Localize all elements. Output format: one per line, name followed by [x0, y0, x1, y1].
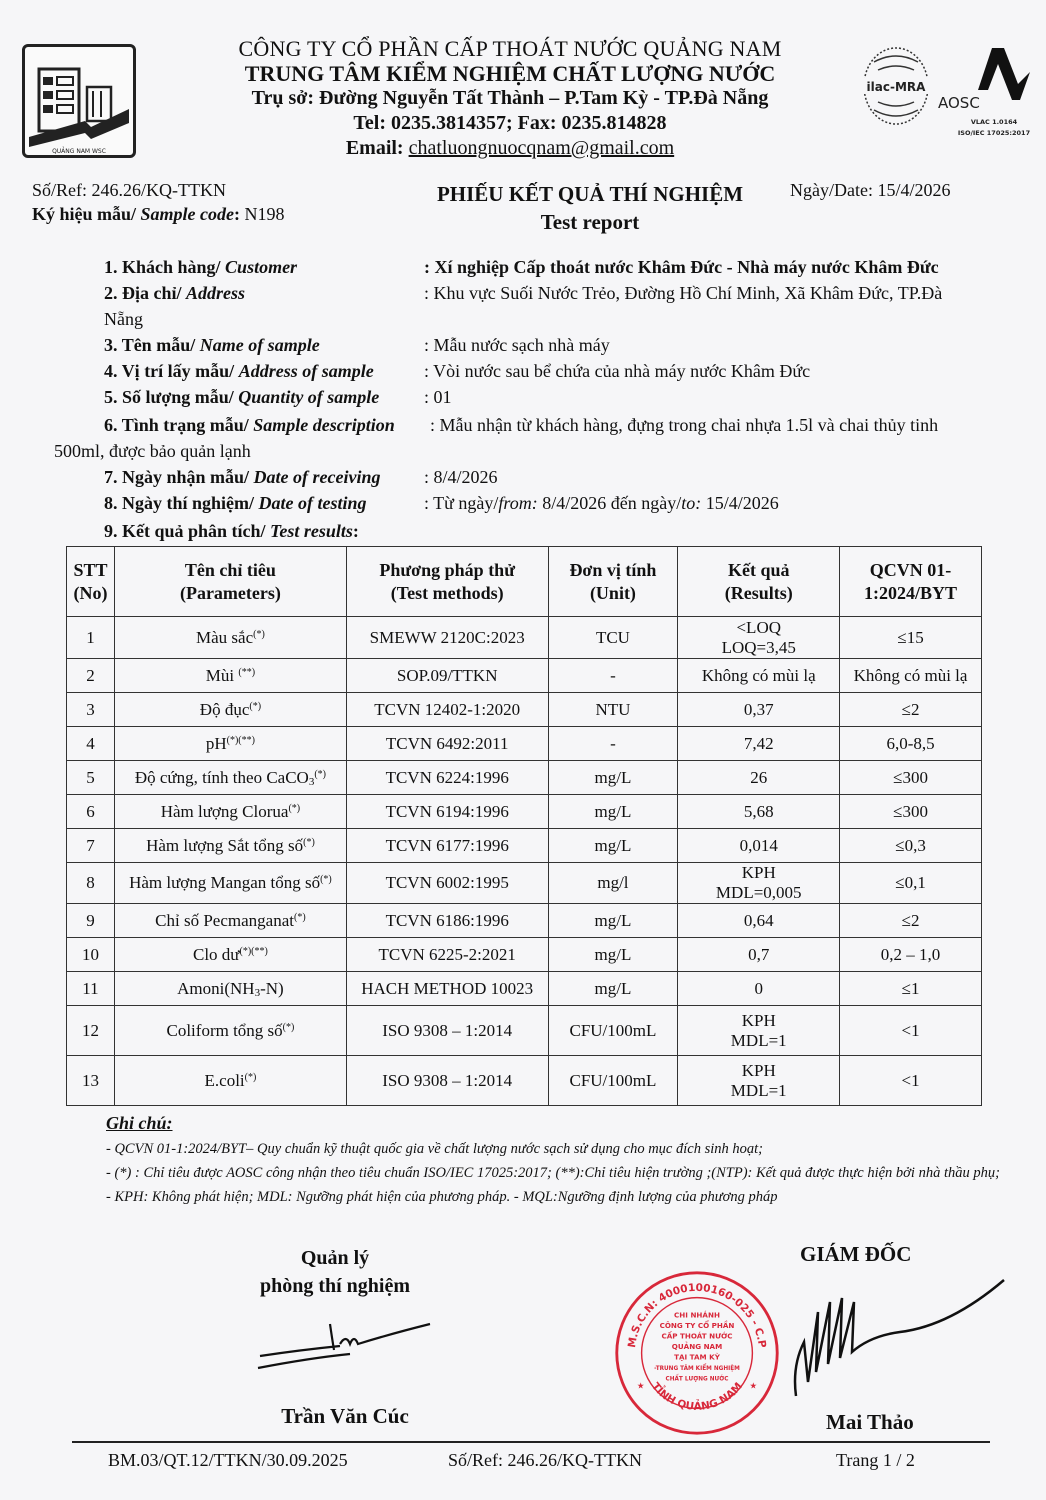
table-row — [67, 617, 982, 659]
ref-value: 246.26/KQ-TTKN — [91, 180, 226, 200]
test-method: TCVN 6194:1996 — [346, 795, 548, 829]
test-method: TCVN 6186:1996 — [346, 904, 548, 938]
lab-manager-name: Trần Văn Cúc — [281, 1404, 409, 1428]
column-header: QCVN 01- 1:2024/BYT — [840, 547, 982, 617]
note-line: - KPH: Không phát hiện; MDL: Ngưỡng phát hiện của phương pháp. - MQL:Ngưỡng định lượng của phương pháp — [106, 1189, 778, 1205]
svg-text:QUẢNG NAM: QUẢNG NAM — [671, 1342, 723, 1352]
test-method: ISO 9308 – 1:2014 — [346, 1056, 548, 1106]
table-row — [67, 904, 982, 938]
svg-text:CHẤT LƯỢNG NƯỚC: CHẤT LƯỢNG NƯỚC — [665, 1376, 729, 1383]
company-tel-fax: Tel: 0235.3814357; Fax: 0235.814828 — [353, 112, 667, 134]
logo-caption: QUẢNG NAM WSC — [52, 148, 106, 155]
sample-code-label-vi: Ký hiệu mẫu/ — [32, 204, 137, 224]
svg-text:ilac-MRA: ilac-MRA — [866, 80, 926, 94]
parameter-name: Độ cứng, tính theo CaCO$_3$(*) — [114, 761, 346, 795]
unit: - — [548, 727, 678, 761]
test-method: ISO 9308 – 1:2014 — [346, 1006, 548, 1056]
result: KPH MDL=1 — [678, 1006, 840, 1056]
row-number: 10 — [67, 938, 115, 972]
unit: mg/L — [548, 761, 678, 795]
unit: NTU — [548, 693, 678, 727]
lab-manager-title — [240, 1244, 430, 1300]
center-name: TRUNG TÂM KIỂM NGHIỆM CHẤT LƯỢNG NƯỚC — [244, 61, 776, 86]
row-number: 3 — [67, 693, 115, 727]
info-label: 3. Tên mẫu/ Name of sample — [104, 335, 320, 355]
company-email-line — [180, 136, 840, 161]
row-number: 5 — [67, 761, 115, 795]
director-title: GIÁM ĐỐC — [800, 1242, 912, 1266]
limit-value: <1 — [840, 1056, 982, 1106]
info-label: 5. Số lượng mẫu/ Quantity of sample — [104, 387, 380, 407]
test-method: TCVN 6492:2011 — [346, 727, 548, 761]
parameter-name: Độ đục(*) — [114, 693, 346, 727]
date-value: 15/4/2026 — [877, 180, 951, 200]
notes-title: Ghi chú: — [106, 1113, 173, 1133]
table-header-row — [67, 547, 982, 617]
info-value: : Khu vực Suối Nước Trẻo, Đường Hồ Chí Minh, Xã Khâm Đức, TP.Đà — [424, 283, 943, 303]
parameter-name: Clo dư(*)(**) — [114, 938, 346, 972]
table-row — [67, 693, 982, 727]
unit: mg/L — [548, 904, 678, 938]
result: 5,68 — [678, 795, 840, 829]
result: KPH MDL=0,005 — [678, 863, 840, 904]
parameter-name: Màu sắc(*) — [114, 617, 346, 659]
table-row — [67, 795, 982, 829]
table-row — [67, 1056, 982, 1106]
table-row — [67, 659, 982, 693]
test-method: TCVN 6002:1995 — [346, 863, 548, 904]
row-number: 11 — [67, 972, 115, 1006]
unit: mg/l — [548, 863, 678, 904]
footer-form-code: BM.03/QT.12/TTKN/30.09.2025 — [108, 1450, 348, 1470]
unit: CFU/100mL — [548, 1056, 678, 1106]
row-number: 1 — [67, 617, 115, 659]
reference-block — [32, 178, 285, 226]
info-label: 8. Ngày thí nghiệm/ Date of testing — [104, 493, 367, 513]
table-row — [67, 972, 982, 1006]
director-signature-icon — [790, 1272, 1010, 1402]
result: 0,64 — [678, 904, 840, 938]
svg-text:VLAC 1.0164: VLAC 1.0164 — [970, 118, 1018, 126]
parameter-name: $Amoni(NH_3-N)$ — [114, 972, 346, 1006]
info-label: 4. Vị trí lấy mẫu/ Address of sample — [104, 361, 374, 381]
unit: - — [548, 659, 678, 693]
unit: mg/L — [548, 829, 678, 863]
lab-manager-signature-icon — [250, 1310, 440, 1370]
parameter-name: Hàm lượng Clorua(*) — [114, 795, 346, 829]
row-number: 13 — [67, 1056, 115, 1106]
sample-code-value: N198 — [244, 204, 285, 224]
parameter-name: pH(*)(**) — [114, 727, 346, 761]
table-row — [67, 1006, 982, 1056]
ilac-mra-logo-icon — [862, 48, 930, 124]
info-value: : Mẫu nước sạch nhà máy — [424, 335, 610, 355]
table-row — [67, 863, 982, 904]
result: 26 — [678, 761, 840, 795]
sample-code-line: Ký hiệu mẫu/ Sample code: N198 — [32, 204, 285, 224]
unit: TCU — [548, 617, 678, 659]
company-logo — [22, 44, 136, 158]
report-title-en: Test report — [540, 210, 640, 234]
info-value: : Vòi nước sau bể chứa của nhà máy nước Khâm Đức — [424, 361, 811, 381]
parameter-name: Hàm lượng Mangan tổng số(*) — [114, 863, 346, 904]
svg-text:TỈNH QUẢNG NAM: TỈNH QUẢNG NAM — [649, 1380, 745, 1413]
footer-ref: Số/Ref: 246.26/KQ-TTKN — [448, 1450, 642, 1470]
ref-line — [32, 178, 285, 202]
company-stamp-icon — [612, 1268, 782, 1438]
limit-value: ≤0,1 — [840, 863, 982, 904]
row-number: 12 — [67, 1006, 115, 1056]
limit-value: ≤15 — [840, 617, 982, 659]
info-label: 9. Kết quả phân tích/ Test results: — [104, 521, 359, 541]
unit: mg/L — [548, 972, 678, 1006]
date-label: Ngày/Date: — [790, 180, 873, 200]
row-number: 2 — [67, 659, 115, 693]
report-date — [790, 180, 950, 201]
limit-value: ≤0,3 — [840, 829, 982, 863]
lab-manager-title-line2: phòng thí nghiệm — [259, 1275, 411, 1297]
test-method: TCVN 6225-2:2021 — [346, 938, 548, 972]
note-line: - (*) : Chỉ tiêu được AOSC công nhận theo tiêu chuẩn ISO/IEC 17025:2017; (**):Chỉ tiêu hiện trường ;(NTP): Kết quả được thực hiện bởi nhà thầu phụ; — [106, 1165, 1000, 1181]
info-label: 6. Tình trạng mẫu/ Sample description — [104, 415, 395, 435]
result: KPH MDL=1 — [678, 1056, 840, 1106]
unit: mg/L — [548, 795, 678, 829]
row-number: 6 — [67, 795, 115, 829]
info-value: : Từ ngày/from: 8/4/2026 đến ngày/to: 15/4/2026 — [424, 493, 779, 513]
result: <LOQ LOQ=3,45 — [678, 617, 840, 659]
info-value: : Xí nghiệp Cấp thoát nước Khâm Đức - Nhà máy nước Khâm Đức — [424, 257, 939, 277]
svg-text:★: ★ — [749, 1380, 758, 1391]
parameter-name: E.coli(*) — [114, 1056, 346, 1106]
info-value: : Mẫu nhận từ khách hàng, đựng trong chai nhựa 1.5l và chai thủy tinh — [430, 415, 939, 435]
row-number: 9 — [67, 904, 115, 938]
test-method: SOP.09/TTKN — [346, 659, 548, 693]
email-label: Email: — [345, 137, 404, 159]
limit-value: ≤300 — [840, 761, 982, 795]
test-method: TCVN 6177:1996 — [346, 829, 548, 863]
svg-text:CHI NHÁNH: CHI NHÁNH — [674, 1310, 720, 1320]
svg-text:CÔNG TY CỔ PHẦN: CÔNG TY CỔ PHẦN — [659, 1321, 735, 1331]
svg-text:ISO/IEC 17025:2017: ISO/IEC 17025:2017 — [957, 129, 1031, 137]
info-label: 1. Khách hàng/ Customer — [104, 257, 298, 277]
column-header: Phương pháp thử (Test methods) — [346, 547, 548, 617]
table-row — [67, 761, 982, 795]
svg-text:M.S.C.N: 4000100160-025 - C.P: M.S.C.N: 4000100160-025 - C.P — [626, 1281, 768, 1349]
limit-value: 0,2 – 1,0 — [840, 938, 982, 972]
parameter-name: Hàm lượng Sắt tổng số(*) — [114, 829, 346, 863]
limit-value: <1 — [840, 1006, 982, 1056]
lab-manager-title-line1: Quản lý — [300, 1247, 370, 1269]
info-value-continuation: Nẵng — [104, 309, 143, 329]
limit-value: 6,0-8,5 — [840, 727, 982, 761]
table-row — [67, 829, 982, 863]
test-method: TCVN 12402-1:2020 — [346, 693, 548, 727]
accreditation-logos — [860, 44, 1040, 140]
svg-text:CẤP THOÁT NƯỚC: CẤP THOÁT NƯỚC — [661, 1331, 733, 1341]
result: 7,42 — [678, 727, 840, 761]
footer-divider — [72, 1441, 990, 1443]
result: 0,37 — [678, 693, 840, 727]
sample-code-label-en: Sample code — [140, 204, 235, 224]
results-table — [66, 546, 982, 1106]
svg-text:-TRUNG TÂM KIỂM NGHIỆM: -TRUNG TÂM KIỂM NGHIỆM — [654, 1366, 740, 1373]
limit-value: ≤1 — [840, 972, 982, 1006]
unit: CFU/100mL — [548, 1006, 678, 1056]
unit: mg/L — [548, 938, 678, 972]
column-header: Đơn vị tính (Unit) — [548, 547, 678, 617]
test-method: TCVN 6224:1996 — [346, 761, 548, 795]
table-row — [67, 938, 982, 972]
row-number: 4 — [67, 727, 115, 761]
result: 0,7 — [678, 938, 840, 972]
parameter-name: Mùi (**) — [114, 659, 346, 693]
svg-text:TẠI TAM KỲ: TẠI TAM KỲ — [674, 1352, 720, 1362]
footer-page-number: Trang 1 / 2 — [836, 1450, 915, 1470]
info-label: 7. Ngày nhận mẫu/ Date of receiving — [104, 467, 381, 487]
limit-value: ≤300 — [840, 795, 982, 829]
test-method: HACH METHOD 10023 — [346, 972, 548, 1006]
limit-value: ≤2 — [840, 693, 982, 727]
limit-value: Không có mùi lạ — [840, 659, 982, 693]
info-value: : 8/4/2026 — [424, 467, 498, 487]
info-label: 2. Địa chỉ/ Address — [104, 283, 246, 303]
info-value: : 01 — [424, 387, 452, 407]
column-header: Kết quả (Results) — [678, 547, 840, 617]
column-header: STT (No) — [67, 547, 115, 617]
company-name: CÔNG TY CỔ PHẦN CẤP THOÁT NƯỚC QUẢNG NAM — [238, 36, 782, 61]
notes-section — [106, 1112, 1006, 1210]
table-row — [67, 727, 982, 761]
report-title-vi: PHIẾU KẾT QUẢ THÍ NGHIỆM — [436, 182, 744, 206]
result: Không có mùi lạ — [678, 659, 840, 693]
column-header: Tên chỉ tiêu (Parameters) — [114, 547, 346, 617]
email-link[interactable]: chatluongnuocqnam@gmail.com — [408, 137, 675, 159]
row-number: 8 — [67, 863, 115, 904]
aosc-logo-icon — [938, 48, 1030, 137]
parameter-name: Chỉ số Pecmanganat(*) — [114, 904, 346, 938]
note-line: - QCVN 01-1:2024/BYT– Quy chuẩn kỹ thuật quốc gia về chất lượng nước sạch sử dụng cho mục đích sinh hoạt; — [106, 1141, 763, 1157]
limit-value: ≤2 — [840, 904, 982, 938]
svg-text:AOSC: AOSC — [938, 94, 980, 112]
director-name: Mai Thảo — [826, 1410, 914, 1434]
ref-label: Số/Ref: — [32, 180, 88, 200]
report-title — [420, 180, 760, 236]
result: 0 — [678, 972, 840, 1006]
svg-text:★: ★ — [636, 1380, 645, 1391]
test-method: SMEWW 2120C:2023 — [346, 617, 548, 659]
parameter-name: Coliform tổng số(*) — [114, 1006, 346, 1056]
row-number: 7 — [67, 829, 115, 863]
sample-info — [0, 254, 1046, 544]
result: 0,014 — [678, 829, 840, 863]
company-header — [180, 36, 840, 161]
building-logo-icon — [25, 47, 133, 155]
company-address: Trụ sở: Đường Nguyễn Tất Thành – P.Tam Kỳ - TP.Đà Nẵng — [251, 87, 769, 109]
info-value-continuation: 500ml, được bảo quản lạnh — [54, 441, 251, 461]
